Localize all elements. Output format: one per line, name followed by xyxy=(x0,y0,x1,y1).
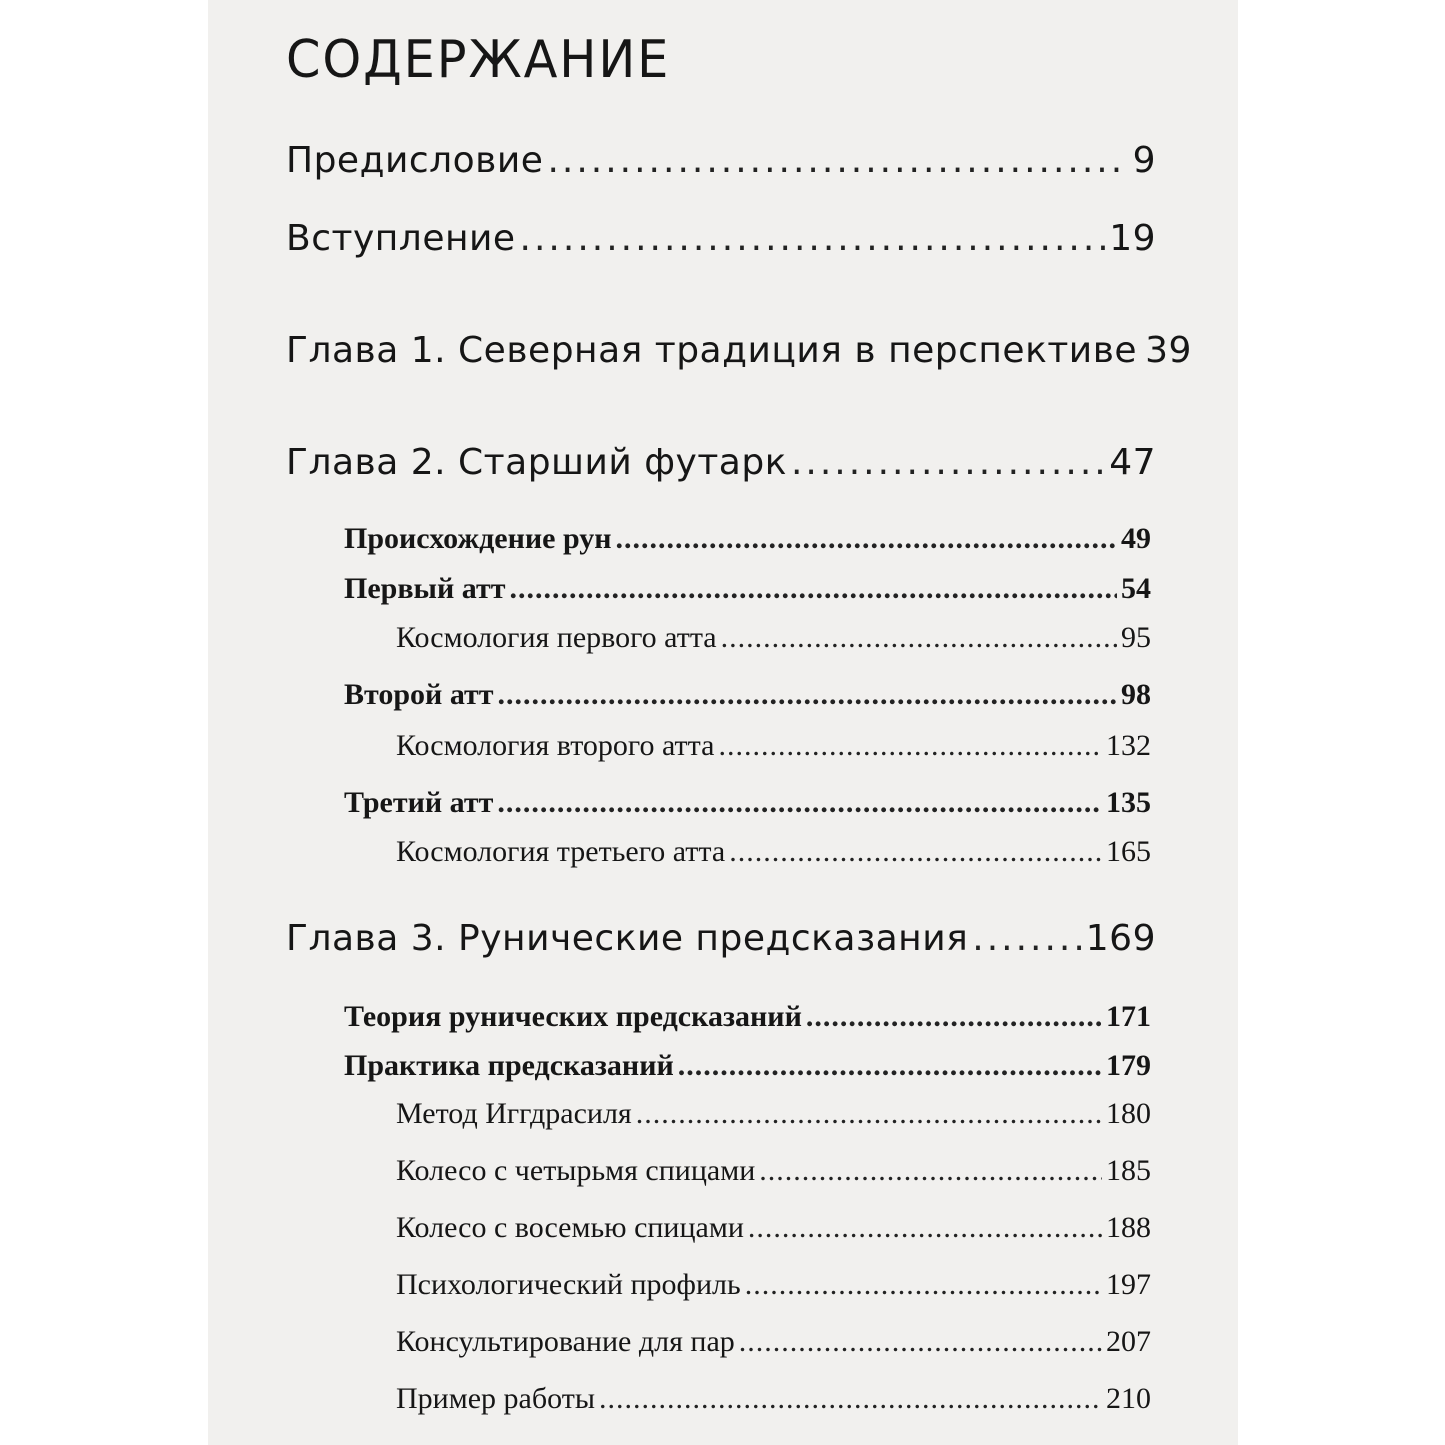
leader-dots xyxy=(498,678,1117,712)
leader-dots xyxy=(636,1097,1102,1131)
toc-entry-page: 95 xyxy=(1121,621,1151,654)
toc-entry-page: 188 xyxy=(1106,1211,1151,1244)
toc-entry-subsection xyxy=(396,1211,1151,1245)
toc-entry-page: 9 xyxy=(1132,140,1156,181)
toc-entry-page: 165 xyxy=(1106,835,1151,868)
toc-entry-label: Колесо с четырьмя спицами xyxy=(396,1154,756,1187)
toc-entry-page: 171 xyxy=(1106,1000,1151,1033)
toc-entry-label: Теория рунических предсказаний xyxy=(344,1000,802,1033)
leader-dots xyxy=(678,1049,1102,1083)
toc-entry-subsection xyxy=(396,621,1151,655)
toc-entry-chapter-1 xyxy=(286,330,1192,371)
toc-entry-label: Космология первого атта xyxy=(396,621,717,654)
toc-entry-subsection xyxy=(396,1154,1151,1188)
toc-entry-page: 54 xyxy=(1121,572,1151,605)
toc-entry-label: Предисловие xyxy=(286,140,544,181)
toc-entry-label: Колесо с восемью спицами xyxy=(396,1211,744,1244)
toc-entry-page: 185 xyxy=(1106,1154,1151,1187)
toc-entry-page: 47 xyxy=(1109,442,1156,483)
toc-entry-page: 169 xyxy=(1085,918,1156,959)
toc-entry-subsection xyxy=(396,729,1151,763)
leader-dots xyxy=(729,835,1102,869)
leader-dots xyxy=(497,786,1102,820)
toc-entry-section xyxy=(344,1000,1151,1034)
toc-entry-page: 135 xyxy=(1106,786,1151,819)
toc-entry-subsection xyxy=(396,835,1151,869)
toc-entry-page: 210 xyxy=(1106,1382,1151,1415)
leader-dots xyxy=(745,1268,1102,1302)
toc-entry-label: Психологический профиль xyxy=(396,1268,741,1301)
toc-entry-page: 132 xyxy=(1106,729,1151,762)
toc-entry-introduction xyxy=(286,218,1156,259)
toc-entry-label: Практика предсказаний xyxy=(344,1049,674,1082)
toc-entry-label: Третий атт xyxy=(344,786,494,819)
leader-dots xyxy=(806,1000,1102,1034)
leader-dots xyxy=(748,1211,1102,1245)
toc-entry-page: 19 xyxy=(1109,218,1156,259)
toc-entry-section xyxy=(344,572,1151,606)
toc-entry-label: Глава 1. Северная традиция в перспективе xyxy=(286,330,1138,371)
toc-entry-page: 39 xyxy=(1145,330,1192,371)
toc-entry-page: 98 xyxy=(1121,678,1151,711)
toc-entry-label: Космология третьего атта xyxy=(396,835,726,868)
toc-heading: СОДЕРЖАНИЕ xyxy=(286,30,671,90)
leader-dots xyxy=(616,522,1117,556)
toc-entry-subsection xyxy=(396,1325,1151,1359)
toc-entry-subsection xyxy=(396,1268,1151,1302)
toc-entry-label: Первый атт xyxy=(344,572,506,605)
book-page xyxy=(208,0,1238,1445)
toc-entry-label: Глава 3. Рунические предсказания xyxy=(286,918,969,959)
leader-dots xyxy=(509,572,1117,606)
leader-dots xyxy=(739,1325,1102,1359)
toc-entry-chapter-3 xyxy=(286,918,1156,959)
toc-entry-section xyxy=(344,1049,1151,1083)
leader-dots xyxy=(520,218,1106,259)
toc-entry-label: Консультирование для пар xyxy=(396,1325,735,1358)
toc-entry-label: Второй атт xyxy=(344,678,494,711)
toc-entry-subsection xyxy=(396,1097,1151,1131)
toc-entry-section xyxy=(344,786,1151,820)
toc-entry-label: Вступление xyxy=(286,218,516,259)
leader-dots xyxy=(721,621,1117,655)
toc-entry-label: Метод Иггдрасиля xyxy=(396,1097,632,1130)
leader-dots xyxy=(718,729,1102,763)
toc-entry-page: 180 xyxy=(1106,1097,1151,1130)
toc-entry-chapter-2 xyxy=(286,442,1156,483)
toc-entry-page: 207 xyxy=(1106,1325,1151,1358)
toc-entry-label: Космология второго атта xyxy=(396,729,715,762)
toc-entry-preface xyxy=(286,140,1156,181)
toc-entry-label: Происхождение рун xyxy=(344,522,612,555)
toc-entry-page: 197 xyxy=(1106,1268,1151,1301)
leader-dots xyxy=(791,442,1105,483)
toc-entry-page: 49 xyxy=(1121,522,1151,555)
leader-dots xyxy=(972,918,1082,959)
toc-entry-label: Глава 2. Старший футарк xyxy=(286,442,787,483)
toc-entry-page: 179 xyxy=(1106,1049,1151,1082)
leader-dots xyxy=(759,1154,1102,1188)
toc-entry-section xyxy=(344,522,1151,556)
toc-entry-label: Пример работы xyxy=(396,1382,595,1415)
leader-dots xyxy=(599,1382,1102,1416)
toc-entry-subsection xyxy=(396,1382,1151,1416)
toc-entry-section xyxy=(344,678,1151,712)
leader-dots xyxy=(547,140,1128,181)
